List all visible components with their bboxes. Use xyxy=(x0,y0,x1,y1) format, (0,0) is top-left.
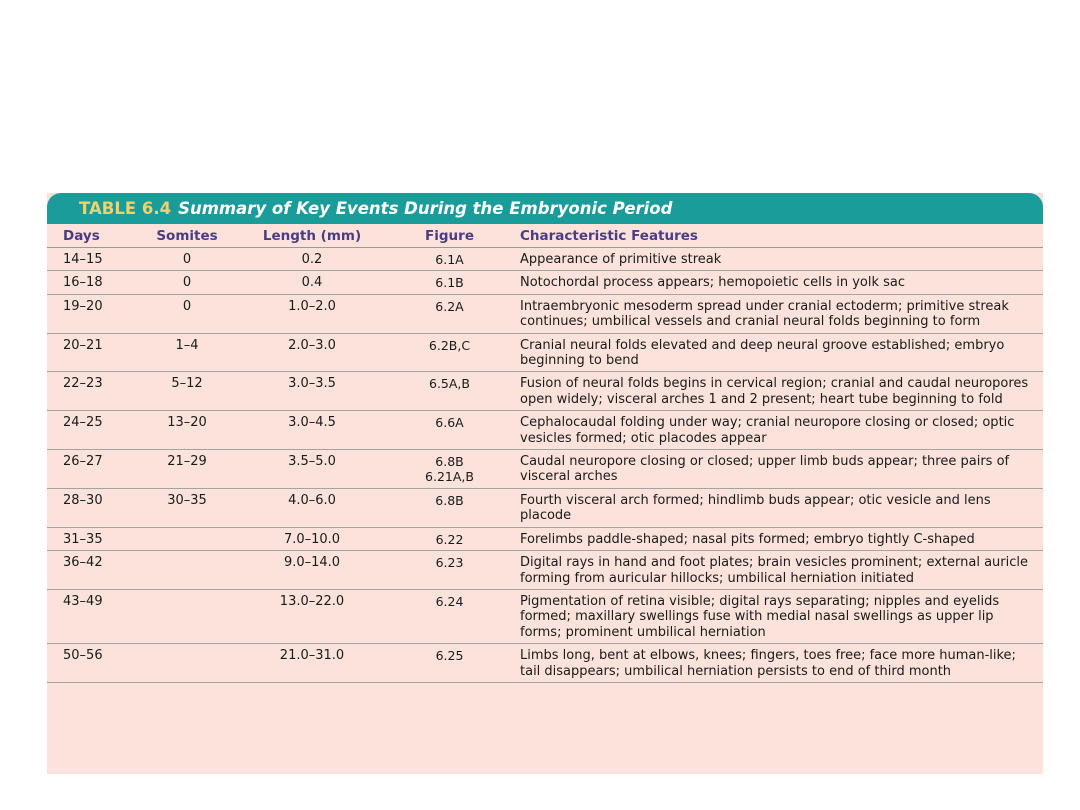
table-body xyxy=(47,248,1043,683)
embryonic-events-table xyxy=(47,193,1043,774)
cell-somites xyxy=(137,551,237,590)
cell-somites xyxy=(137,589,237,643)
cell-features: Appearance of primitive streak xyxy=(512,248,1043,271)
cell-length: 3.0–4.5 xyxy=(237,411,387,450)
cell-days: 50–56 xyxy=(47,644,137,683)
table-row xyxy=(47,333,1043,372)
cell-figure: 6.6A xyxy=(387,411,512,450)
cell-figure: 6.2B,C xyxy=(387,333,512,372)
table-row xyxy=(47,271,1043,294)
table-row xyxy=(47,527,1043,550)
table-row xyxy=(47,248,1043,271)
cell-figure: 6.5A,B xyxy=(387,372,512,411)
cell-length: 2.0–3.0 xyxy=(237,333,387,372)
cell-figure: 6.23 xyxy=(387,551,512,590)
cell-figure: 6.8B 6.21A,B xyxy=(387,450,512,489)
table-row xyxy=(47,551,1043,590)
cell-figure: 6.8B xyxy=(387,488,512,527)
data-table xyxy=(47,224,1043,683)
cell-days: 14–15 xyxy=(47,248,137,271)
cell-days: 19–20 xyxy=(47,294,137,333)
cell-figure: 6.24 xyxy=(387,589,512,643)
cell-features: Pigmentation of retina visible; digital rays separating; nipples and eyelids formed; maxillary swellings fuse with medial nasal swellings as upper lip forms; prominent umbilical herniation xyxy=(512,589,1043,643)
cell-somites: 0 xyxy=(137,271,237,294)
table-row xyxy=(47,589,1043,643)
cell-figure: 6.22 xyxy=(387,527,512,550)
cell-days: 31–35 xyxy=(47,527,137,550)
cell-length: 0.4 xyxy=(237,271,387,294)
cell-features: Fourth visceral arch formed; hindlimb buds appear; otic vesicle and lens placode xyxy=(512,488,1043,527)
table-row xyxy=(47,411,1043,450)
cell-somites: 0 xyxy=(137,294,237,333)
header-days: Days xyxy=(47,224,137,248)
cell-length: 13.0–22.0 xyxy=(237,589,387,643)
cell-somites: 21–29 xyxy=(137,450,237,489)
table-row xyxy=(47,450,1043,489)
table-row xyxy=(47,372,1043,411)
cell-features: Notochordal process appears; hemopoietic cells in yolk sac xyxy=(512,271,1043,294)
header-features: Characteristic Features xyxy=(512,224,1043,248)
cell-days: 22–23 xyxy=(47,372,137,411)
cell-figure: 6.1A xyxy=(387,248,512,271)
cell-days: 24–25 xyxy=(47,411,137,450)
cell-length: 4.0–6.0 xyxy=(237,488,387,527)
header-length: Length (mm) xyxy=(237,224,387,248)
table-row xyxy=(47,294,1043,333)
cell-length: 3.0–3.5 xyxy=(237,372,387,411)
cell-features: Limbs long, bent at elbows, knees; fingers, toes free; face more human-like; tail disappears; umbilical herniation persists to end of third month xyxy=(512,644,1043,683)
cell-somites: 30–35 xyxy=(137,488,237,527)
cell-figure: 6.25 xyxy=(387,644,512,683)
cell-length: 1.0–2.0 xyxy=(237,294,387,333)
cell-features: Cranial neural folds elevated and deep neural groove established; embryo beginning to bend xyxy=(512,333,1043,372)
header-row xyxy=(47,224,1043,248)
cell-days: 28–30 xyxy=(47,488,137,527)
table-banner xyxy=(47,193,1043,224)
cell-features: Intraembryonic mesoderm spread under cranial ectoderm; primitive streak continues; umbilical vessels and cranial neural folds beginning to form xyxy=(512,294,1043,333)
cell-somites: 13–20 xyxy=(137,411,237,450)
cell-days: 16–18 xyxy=(47,271,137,294)
cell-days: 36–42 xyxy=(47,551,137,590)
cell-somites: 5–12 xyxy=(137,372,237,411)
cell-features: Digital rays in hand and foot plates; brain vesicles prominent; external auricle forming from auricular hillocks; umbilical herniation initiated xyxy=(512,551,1043,590)
cell-somites xyxy=(137,527,237,550)
cell-days: 20–21 xyxy=(47,333,137,372)
cell-features: Cephalocaudal folding under way; cranial neuropore closing or closed; optic vesicles formed; otic placodes appear xyxy=(512,411,1043,450)
cell-days: 43–49 xyxy=(47,589,137,643)
cell-somites: 0 xyxy=(137,248,237,271)
cell-length: 9.0–14.0 xyxy=(237,551,387,590)
cell-somites: 1–4 xyxy=(137,333,237,372)
table-label: TABLE 6.4 xyxy=(79,199,172,218)
table-title: Summary of Key Events During the Embryonic Period xyxy=(178,199,673,218)
cell-figure: 6.2A xyxy=(387,294,512,333)
cell-length: 7.0–10.0 xyxy=(237,527,387,550)
table-row xyxy=(47,644,1043,683)
cell-length: 0.2 xyxy=(237,248,387,271)
table-row xyxy=(47,488,1043,527)
cell-features: Fusion of neural folds begins in cervical region; cranial and caudal neuropores open widely; visceral arches 1 and 2 present; heart tube beginning to fold xyxy=(512,372,1043,411)
cell-length: 3.5–5.0 xyxy=(237,450,387,489)
cell-somites xyxy=(137,644,237,683)
header-somites: Somites xyxy=(137,224,237,248)
cell-length: 21.0–31.0 xyxy=(237,644,387,683)
cell-figure: 6.1B xyxy=(387,271,512,294)
cell-days: 26–27 xyxy=(47,450,137,489)
header-figure: Figure xyxy=(387,224,512,248)
cell-features: Forelimbs paddle-shaped; nasal pits formed; embryo tightly C-shaped xyxy=(512,527,1043,550)
cell-features: Caudal neuropore closing or closed; upper limb buds appear; three pairs of visceral arches xyxy=(512,450,1043,489)
